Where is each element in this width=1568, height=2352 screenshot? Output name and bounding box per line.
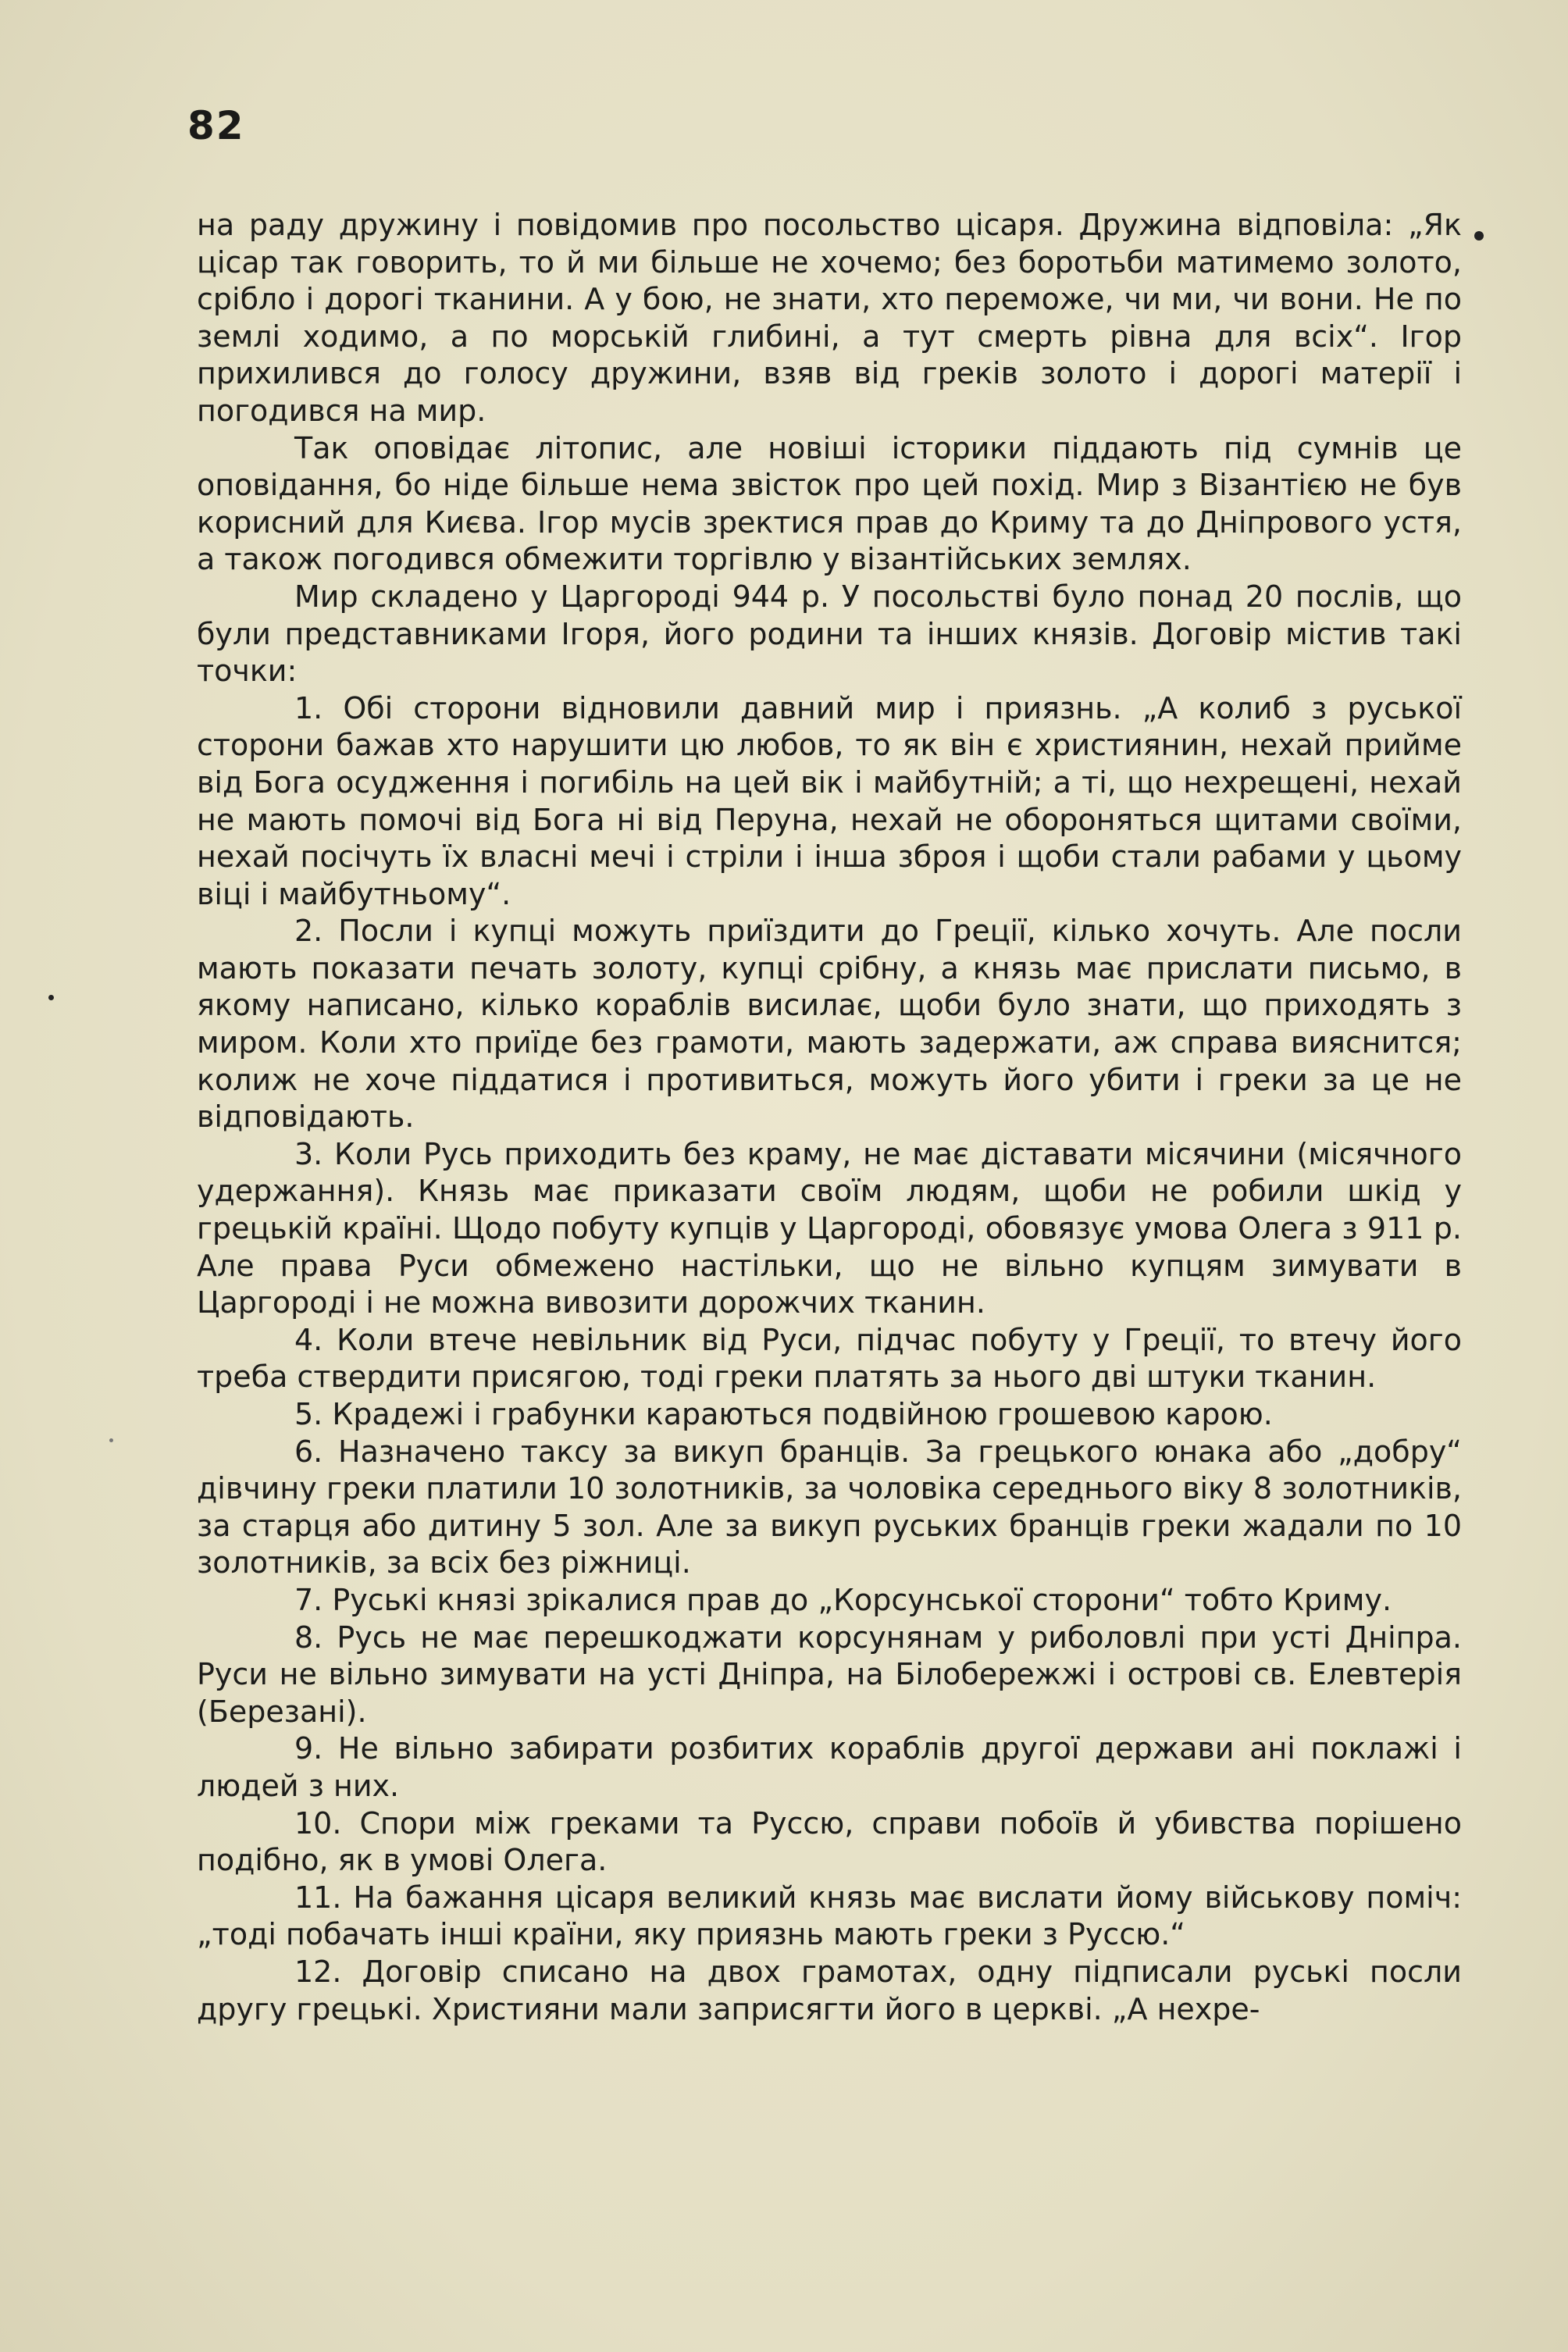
paragraph-2: Так оповідає літопис, але новіші історики піддають під сумнів це оповідання, бо ніде більше нема звісток про цей похід. Мир з Візантією не був корисний для Києва. Ігор мусів зректися прав до Криму та до Дніпрового устя, а також погодився обмежити торгівлю у візантійських землях. [197, 430, 1462, 577]
ink-speck [1474, 231, 1484, 241]
ink-speck [48, 995, 54, 1000]
body-text [197, 207, 1462, 2028]
paragraph-1: на раду дружину і повідомив про посольство цісаря. Дружина відповіла: „Як цісар так говорить, то й ми більше не хочемо; без боротьби матимемо золото, срібло і дорогі тканини. А у бою, не знати, хто переможе, чи ми, чи вони. Не по землі ходимо, а по морській глибині, а тут смерть рівна для всіх“. Ігор прихилився до голосу дружини, взяв від греків золото і дорогі матерії і погодився на мир. [197, 208, 1462, 428]
treaty-point-1: 1. Обі сторони відновили давний мир і приязнь. „А колиб з руської сторони бажав хто нарушити цю любов, то як він є християнин, нехай прийме від Бога осудження і погибіль на цей вік і майбутній; а ті, що нехрещені, нехай не мають помочі від Бога ні від Перуна, нехай не обороняться щитами своїми, нехай посічуть їх власні мечі і стріли і інша зброя і щоби стали рабами у цьому віці і майбутньому“. [197, 690, 1462, 911]
treaty-point-10: 10. Спори між греками та Руссю, справи побоїв й убивства порішено подібно, як в умові Олега. [197, 1805, 1462, 1878]
paragraph-3: Мир складено у Царгороді 944 р. У посольстві було понад 20 послів, що були представниками Ігоря, його родини та інших князів. Договір містив такі точки: [197, 579, 1462, 689]
treaty-point-4: 4. Коли втече невільник від Руси, підчас побуту у Греції, то втечу його треба ствердити присягою, тоді греки платять за нього дві штуки тканин. [197, 1322, 1462, 1395]
treaty-point-8: 8. Русь не має перешкоджати корсунянам у риболовлі при усті Дніпра. Руси не вільно зимувати на усті Дніпра, на Білобережжі і острові св. Елевтерія (Березані). [197, 1620, 1462, 1729]
treaty-point-9: 9. Не вільно забирати розбитих кораблів другої держави ані поклажі і людей з них. [197, 1731, 1462, 1803]
treaty-point-3: 3. Коли Русь приходить без краму, не має діставати місячини (місячного удержання). Князь має приказати своїм людям, щоби не робили шкід у грецькій країні. Щодо побуту купців у Царгороді, обовязує умова Олега з 911 р. Але права Руси обмежено настільки, що не вільно купцям зимувати в Царгороді і не можна вивозити дорожчих тканин. [197, 1136, 1462, 1320]
treaty-point-6: 6. Назначено таксу за викуп бранців. За грецького юнака або „добру“ дівчину греки платили 10 золотників, за чоловіка середнього віку 8 золотників, за старця або дитину 5 зол. Але за викуп руських бранців греки жадали по 10 золотників, за всіх без ріжниці. [197, 1434, 1462, 1580]
page-number: 82 [187, 103, 245, 148]
ink-speck [109, 1438, 113, 1442]
treaty-point-12: 12. Договір списано на двох грамотах, одну підписали руські посли другу грецькі. Християни мали заприсягти його в церкві. „А нехре- [197, 1954, 1462, 2026]
treaty-point-11: 11. На бажання цісаря великий князь має вислати йому військову поміч: „тоді побачать інші країни, яку приязнь мають греки з Руссю.“ [197, 1880, 1462, 1952]
treaty-point-7: 7. Руські князі зрікалися прав до „Корсунської сторони“ тобто Криму. [294, 1582, 1392, 1617]
treaty-point-2: 2. Посли і купці можуть приїздити до Греції, кілько хочуть. Але посли мають показати печать золоту, купці срібну, а князь має прислати письмо, в якому написано, кілько кораблів висилає, щоби було знати, що приходять з миром. Коли хто приїде без грамоти, мають задержати, аж справа вияснится; колиж не хоче піддатися і противиться, можуть його убити і греки за це не відповідають. [197, 914, 1462, 1135]
treaty-point-5: 5. Крадежі і грабунки караються подвійною грошевою карою. [294, 1397, 1273, 1431]
